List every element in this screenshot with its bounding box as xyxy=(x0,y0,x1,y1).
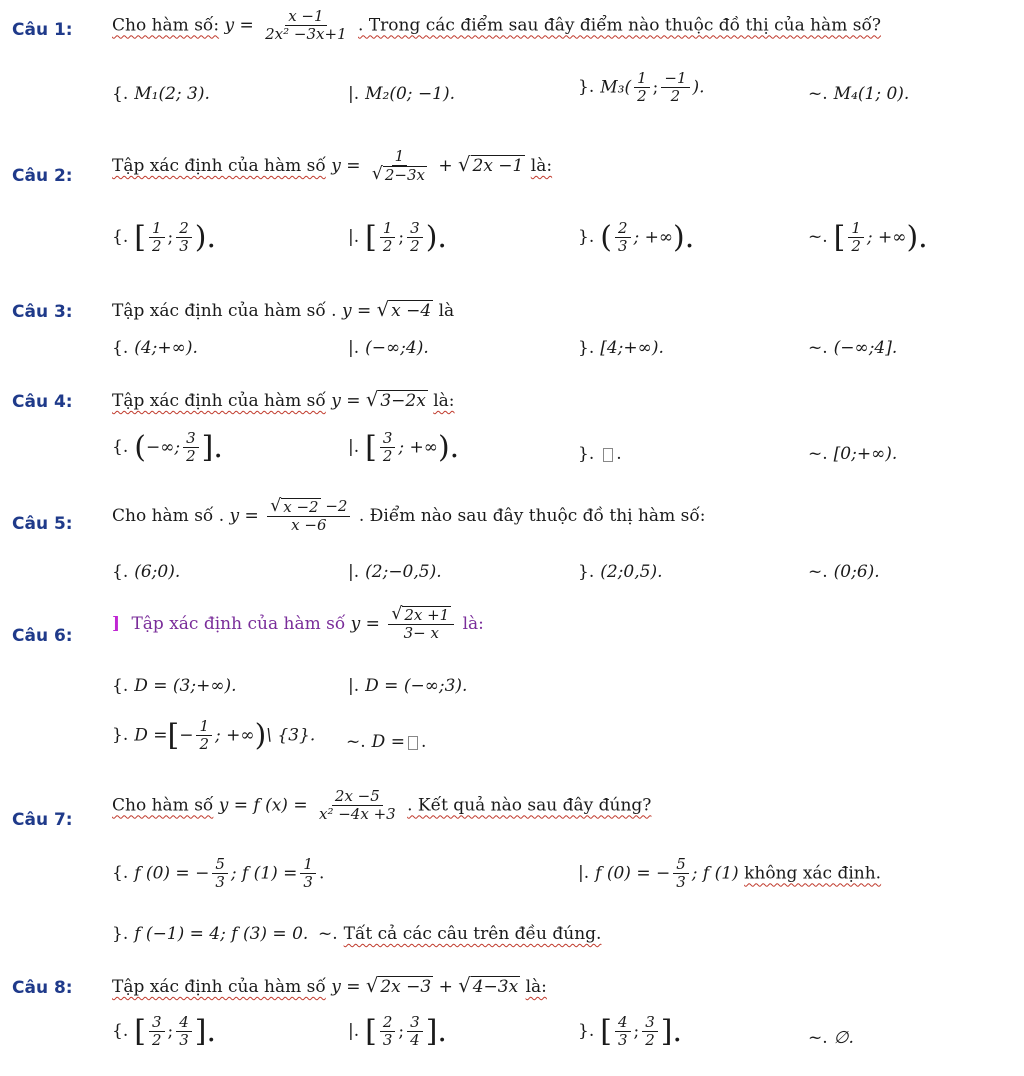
option-b[interactable]: |. [ $\frac{2}{3}$ ; $\frac{3}{4}$ ]. xyxy=(348,1013,447,1050)
option-a[interactable]: {. (6;0). xyxy=(112,562,181,582)
question-label: Câu 5: xyxy=(12,514,73,534)
option-d[interactable]: ~. D = . xyxy=(346,732,427,752)
question-label: Câu 7: xyxy=(12,810,73,830)
option-c[interactable]: }. . xyxy=(578,444,622,464)
option-a[interactable]: {. [ $\frac{3}{2}$ ; $\frac{4}{3}$ ]. xyxy=(112,1013,217,1050)
question-stem: Tập xác định của hàm số . y = √ x −4 là xyxy=(112,298,455,321)
fraction: $\frac{x -1}{\text{2x² −3x+1}}$ xyxy=(265,7,347,44)
option-c[interactable]: }. ( $\frac{2}{3}$ ; +∞). xyxy=(578,219,695,256)
option-b[interactable]: |. M₂(0; −1). xyxy=(348,84,456,104)
option-b[interactable]: |. D = (−∞;3). xyxy=(348,676,468,696)
question-label: Câu 1: xyxy=(12,20,73,40)
option-a[interactable]: {. D = (3;+∞). xyxy=(112,676,237,696)
option-b[interactable]: |. (2;−0,5). xyxy=(348,562,442,582)
option-b[interactable]: |. f (0) = − $\frac{5}{3}$ ; f (1) không xác định. xyxy=(578,855,882,892)
option-a[interactable]: {. (4;+∞). xyxy=(112,338,198,358)
option-d[interactable]: ~. [0;+∞). xyxy=(808,444,898,464)
question-stem: Cho hàm số . y = √ x −2 −2 x −6 . Điểm nào sau đây thuộc đồ thị hàm số: xyxy=(112,496,706,535)
option-a[interactable]: {. f (0) = − $\frac{5}{3}$ ; f (1) = $\frac{1}{3}$ . xyxy=(112,855,325,892)
option-d[interactable]: ~. Tất cả các câu trên đều đúng. xyxy=(318,924,602,944)
option-b[interactable]: |. [ $\frac{1}{2}$ ; $\frac{3}{2}$ ). xyxy=(348,219,447,256)
question-label: Câu 4: xyxy=(12,392,73,412)
option-b[interactable]: |. (−∞;4). xyxy=(348,338,429,358)
option-d[interactable]: ~. (−∞;4]. xyxy=(808,338,898,358)
option-c[interactable]: }. M₃( $\frac{1}{2}$ ; $\frac{-1}{2}$ ). xyxy=(578,69,705,106)
option-c[interactable]: }. f (−1) = 4; f (3) = 0. xyxy=(112,924,309,944)
question-stem: Tập xác định của hàm số y = 1 √ 2−3x + √ 2x −1 là: xyxy=(112,147,553,185)
option-c[interactable]: }. D =[− $\frac{1}{2}$ ; +∞)\ {3}. xyxy=(112,717,316,754)
question-label: Câu 8: xyxy=(12,978,73,998)
question-stem: Tập xác định của hàm số y = √ 2x −3 + √ 4−3x là: xyxy=(112,974,547,997)
option-d[interactable]: ~. M₄(1; 0). xyxy=(808,84,910,104)
question-stem: ] Tập xác định của hàm số y = √ 2x +1 3− x là: xyxy=(112,604,484,643)
option-c[interactable]: }. (2;0,5). xyxy=(578,562,663,582)
option-d[interactable]: ~. ∅. xyxy=(808,1028,854,1048)
option-a[interactable]: {. [ $\frac{1}{2}$ ; $\frac{2}{3}$ ). xyxy=(112,219,217,256)
missing-glyph-icon xyxy=(408,736,418,750)
question-stem: Cho hàm số: y = $\frac{x -1}{\text{2x² −3x+1}}$ . Trong các điểm sau đây điểm nào thuộc đồ thị của hàm số? xyxy=(112,7,881,44)
question-label: Câu 6: xyxy=(12,626,73,646)
missing-glyph-icon xyxy=(603,448,613,462)
question-label: Câu 3: xyxy=(12,302,73,322)
question-label: Câu 2: xyxy=(12,166,73,186)
question-stem: Cho hàm số y = f (x) = $\frac{2x -5}{\text{x² −4x +3}}$ . Kết quả nào sau đây đúng? xyxy=(112,787,652,824)
option-a[interactable]: {. M₁(2; 3). xyxy=(112,84,210,104)
question-stem: Tập xác định của hàm số y = √ 3−2x là: xyxy=(112,388,455,411)
option-b[interactable]: |. [ $\frac{3}{2}$ ; +∞). xyxy=(348,429,460,466)
option-c[interactable]: }. [4;+∞). xyxy=(578,338,664,358)
option-d[interactable]: ~. (0;6). xyxy=(808,562,880,582)
option-a[interactable]: {. (−∞; $\frac{3}{2}$ ]. xyxy=(112,429,223,466)
option-c[interactable]: }. [ $\frac{4}{3}$ ; $\frac{3}{2}$ ]. xyxy=(578,1013,683,1050)
option-d[interactable]: ~. [ $\frac{1}{2}$ ; +∞). xyxy=(808,219,928,256)
